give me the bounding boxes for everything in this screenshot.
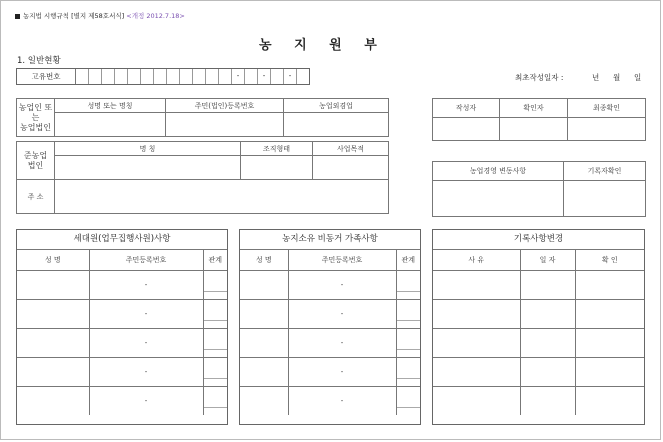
household-reg-cell[interactable]: - bbox=[89, 386, 203, 415]
col-no-reg: 주민등록번호 bbox=[288, 250, 396, 270]
id-dash: - bbox=[258, 69, 271, 84]
col-name: 성명 또는 명칭 bbox=[55, 99, 166, 113]
id-digit-cell[interactable] bbox=[297, 69, 309, 84]
household-cell[interactable] bbox=[203, 328, 227, 357]
corp-row-label: 준농업 법인 bbox=[17, 142, 55, 180]
id-digit-cell[interactable] bbox=[154, 69, 167, 84]
id-digit-cell[interactable] bbox=[141, 69, 154, 84]
col-hh-reg: 주민등록번호 bbox=[89, 250, 203, 270]
nonowner-rel-top[interactable] bbox=[397, 393, 421, 408]
id-digit-cell[interactable] bbox=[219, 69, 232, 84]
household-reg-cell[interactable]: - bbox=[89, 328, 203, 357]
col-other-job: 농업외겸업 bbox=[284, 99, 389, 113]
section-heading: 1. 일반현황 bbox=[17, 56, 61, 66]
amendment-note: <개정 2012.7.18> bbox=[126, 12, 185, 20]
col-confirm: 확 인 bbox=[575, 250, 644, 270]
record-cell[interactable] bbox=[433, 328, 520, 357]
corp-table bbox=[16, 141, 389, 214]
nonowner-cell[interactable] bbox=[240, 386, 288, 415]
record-cell[interactable] bbox=[575, 270, 644, 299]
nonowner-reg-cell[interactable]: - bbox=[288, 357, 396, 386]
nonowner-reg-cell[interactable]: - bbox=[288, 386, 396, 415]
nonowner-cell[interactable] bbox=[240, 299, 288, 328]
record-cell[interactable] bbox=[575, 299, 644, 328]
nonowner-section bbox=[239, 229, 421, 425]
nonowner-rel-top[interactable] bbox=[397, 335, 421, 350]
nonowner-reg-cell[interactable]: - bbox=[288, 328, 396, 357]
id-digit-cell[interactable] bbox=[271, 69, 284, 84]
col-final: 최종확인 bbox=[568, 99, 646, 118]
household-title: 세대원(업무집행사원)사항 bbox=[17, 230, 227, 250]
household-rel-top[interactable] bbox=[204, 277, 228, 292]
change-table bbox=[432, 161, 646, 217]
form-title: 농 지 원 부 bbox=[259, 38, 386, 53]
household-rel-top[interactable] bbox=[204, 335, 228, 350]
col-checker: 확인자 bbox=[500, 99, 568, 118]
writer-input[interactable] bbox=[433, 118, 500, 141]
col-purpose: 사업목적 bbox=[313, 142, 389, 156]
household-rel-top[interactable] bbox=[204, 364, 228, 379]
id-digit-cell[interactable] bbox=[102, 69, 115, 84]
square-bullet-icon bbox=[15, 14, 20, 19]
id-label: 고유번호 bbox=[17, 69, 76, 84]
household-cell[interactable] bbox=[203, 270, 227, 299]
household-cell[interactable] bbox=[17, 299, 89, 328]
table-row bbox=[240, 357, 420, 386]
table-row bbox=[433, 270, 644, 299]
reg-input[interactable] bbox=[166, 113, 284, 137]
record-cell[interactable] bbox=[520, 328, 575, 357]
col-date: 일 자 bbox=[520, 250, 575, 270]
household-rel-top[interactable] bbox=[204, 306, 228, 321]
nonowner-reg-cell[interactable]: - bbox=[288, 270, 396, 299]
household-cell[interactable] bbox=[17, 386, 89, 415]
change-input[interactable] bbox=[433, 181, 564, 217]
id-digit-cell[interactable] bbox=[89, 69, 102, 84]
id-number-field[interactable] bbox=[16, 68, 310, 85]
nonowner-cell[interactable] bbox=[240, 328, 288, 357]
household-cell[interactable] bbox=[203, 386, 227, 415]
nonowner-rel-top[interactable] bbox=[397, 306, 421, 321]
col-reg: 주민(법인)등록번호 bbox=[166, 99, 284, 113]
nonowner-title: 농지소유 비동거 가족사항 bbox=[240, 230, 420, 250]
col-reason: 사 유 bbox=[433, 250, 520, 270]
col-no-name: 성 명 bbox=[240, 250, 288, 270]
household-reg-cell[interactable]: - bbox=[89, 357, 203, 386]
first-date-label: 최초작성일자 : bbox=[515, 73, 564, 82]
col-no-rel: 관계 bbox=[396, 250, 420, 270]
col-hh-rel: 관계 bbox=[203, 250, 227, 270]
nonowner-cell[interactable] bbox=[396, 328, 420, 357]
table-row bbox=[433, 357, 644, 386]
year-label: 년 bbox=[592, 73, 600, 82]
nonowner-rel-top[interactable] bbox=[397, 277, 421, 292]
nonowner-table bbox=[240, 250, 420, 415]
col-change: 농업경영 변동사항 bbox=[433, 162, 564, 181]
household-table bbox=[17, 250, 227, 415]
id-digit-cell[interactable] bbox=[180, 69, 193, 84]
table-row bbox=[433, 299, 644, 328]
record-title: 기록사항변경 bbox=[433, 230, 644, 250]
household-cell[interactable] bbox=[203, 299, 227, 328]
col-hh-name: 성 명 bbox=[17, 250, 89, 270]
table-row bbox=[240, 328, 420, 357]
record-cell[interactable] bbox=[433, 357, 520, 386]
household-reg-cell[interactable]: - bbox=[89, 299, 203, 328]
record-cell[interactable] bbox=[520, 386, 575, 415]
table-row bbox=[17, 357, 227, 386]
record-cell[interactable] bbox=[520, 299, 575, 328]
recorder-input[interactable] bbox=[564, 181, 646, 217]
col-writer: 작성자 bbox=[433, 99, 500, 118]
address-label: 주 소 bbox=[17, 180, 55, 214]
other-job-input[interactable] bbox=[284, 113, 389, 137]
col-org-type: 조직형태 bbox=[241, 142, 313, 156]
record-table bbox=[433, 250, 644, 415]
table-row bbox=[17, 270, 227, 299]
record-cell[interactable] bbox=[575, 386, 644, 415]
id-dash: - bbox=[232, 69, 245, 84]
id-digit-cell[interactable] bbox=[115, 69, 128, 84]
day-label: 일 bbox=[634, 73, 642, 82]
nonowner-cell[interactable] bbox=[240, 357, 288, 386]
month-label: 월 bbox=[613, 73, 621, 82]
confirm-table bbox=[432, 98, 646, 141]
record-cell[interactable] bbox=[520, 357, 575, 386]
nonowner-cell[interactable] bbox=[240, 270, 288, 299]
household-cell[interactable] bbox=[203, 357, 227, 386]
table-row bbox=[240, 270, 420, 299]
farmer-row-label: 농업인 또는 농업법인 bbox=[17, 99, 55, 137]
table-row bbox=[240, 299, 420, 328]
corp-name-input[interactable] bbox=[55, 156, 241, 180]
household-rel-top[interactable] bbox=[204, 393, 228, 408]
nonowner-cell[interactable] bbox=[396, 270, 420, 299]
household-cell[interactable] bbox=[17, 328, 89, 357]
record-cell[interactable] bbox=[433, 386, 520, 415]
table-row bbox=[433, 386, 644, 415]
col-corp-name: 명 칭 bbox=[55, 142, 241, 156]
household-reg-cell[interactable]: - bbox=[89, 270, 203, 299]
record-cell[interactable] bbox=[575, 357, 644, 386]
id-cells bbox=[76, 69, 309, 84]
name-input[interactable] bbox=[55, 113, 166, 137]
record-cell[interactable] bbox=[433, 299, 520, 328]
record-cell[interactable] bbox=[433, 270, 520, 299]
table-row bbox=[240, 386, 420, 415]
id-digit-cell[interactable] bbox=[76, 69, 89, 84]
address-input[interactable] bbox=[55, 180, 389, 214]
id-digit-cell[interactable] bbox=[128, 69, 141, 84]
table-row bbox=[17, 328, 227, 357]
nonowner-cell[interactable] bbox=[396, 386, 420, 415]
nonowner-cell[interactable] bbox=[396, 357, 420, 386]
col-recorder: 기록자확인 bbox=[564, 162, 646, 181]
nonowner-reg-cell[interactable]: - bbox=[288, 299, 396, 328]
record-cell[interactable] bbox=[520, 270, 575, 299]
id-dash: - bbox=[284, 69, 297, 84]
purpose-input[interactable] bbox=[313, 156, 389, 180]
id-digit-cell[interactable] bbox=[206, 69, 219, 84]
household-section bbox=[16, 229, 228, 425]
nonowner-cell[interactable] bbox=[396, 299, 420, 328]
final-input[interactable] bbox=[568, 118, 646, 141]
table-row bbox=[433, 328, 644, 357]
nonowner-rel-top[interactable] bbox=[397, 364, 421, 379]
org-type-input[interactable] bbox=[241, 156, 313, 180]
id-digit-cell[interactable] bbox=[245, 69, 258, 84]
id-digit-cell[interactable] bbox=[193, 69, 206, 84]
checker-input[interactable] bbox=[500, 118, 568, 141]
table-row bbox=[17, 299, 227, 328]
record-section bbox=[432, 229, 645, 425]
id-digit-cell[interactable] bbox=[167, 69, 180, 84]
record-cell[interactable] bbox=[575, 328, 644, 357]
household-cell[interactable] bbox=[17, 270, 89, 299]
household-cell[interactable] bbox=[17, 357, 89, 386]
table-row bbox=[17, 386, 227, 415]
farmer-table bbox=[16, 98, 389, 137]
law-reference: 농지법 시행규칙 [별지 제58호서식] <개정 2012.7.18> bbox=[15, 11, 185, 20]
